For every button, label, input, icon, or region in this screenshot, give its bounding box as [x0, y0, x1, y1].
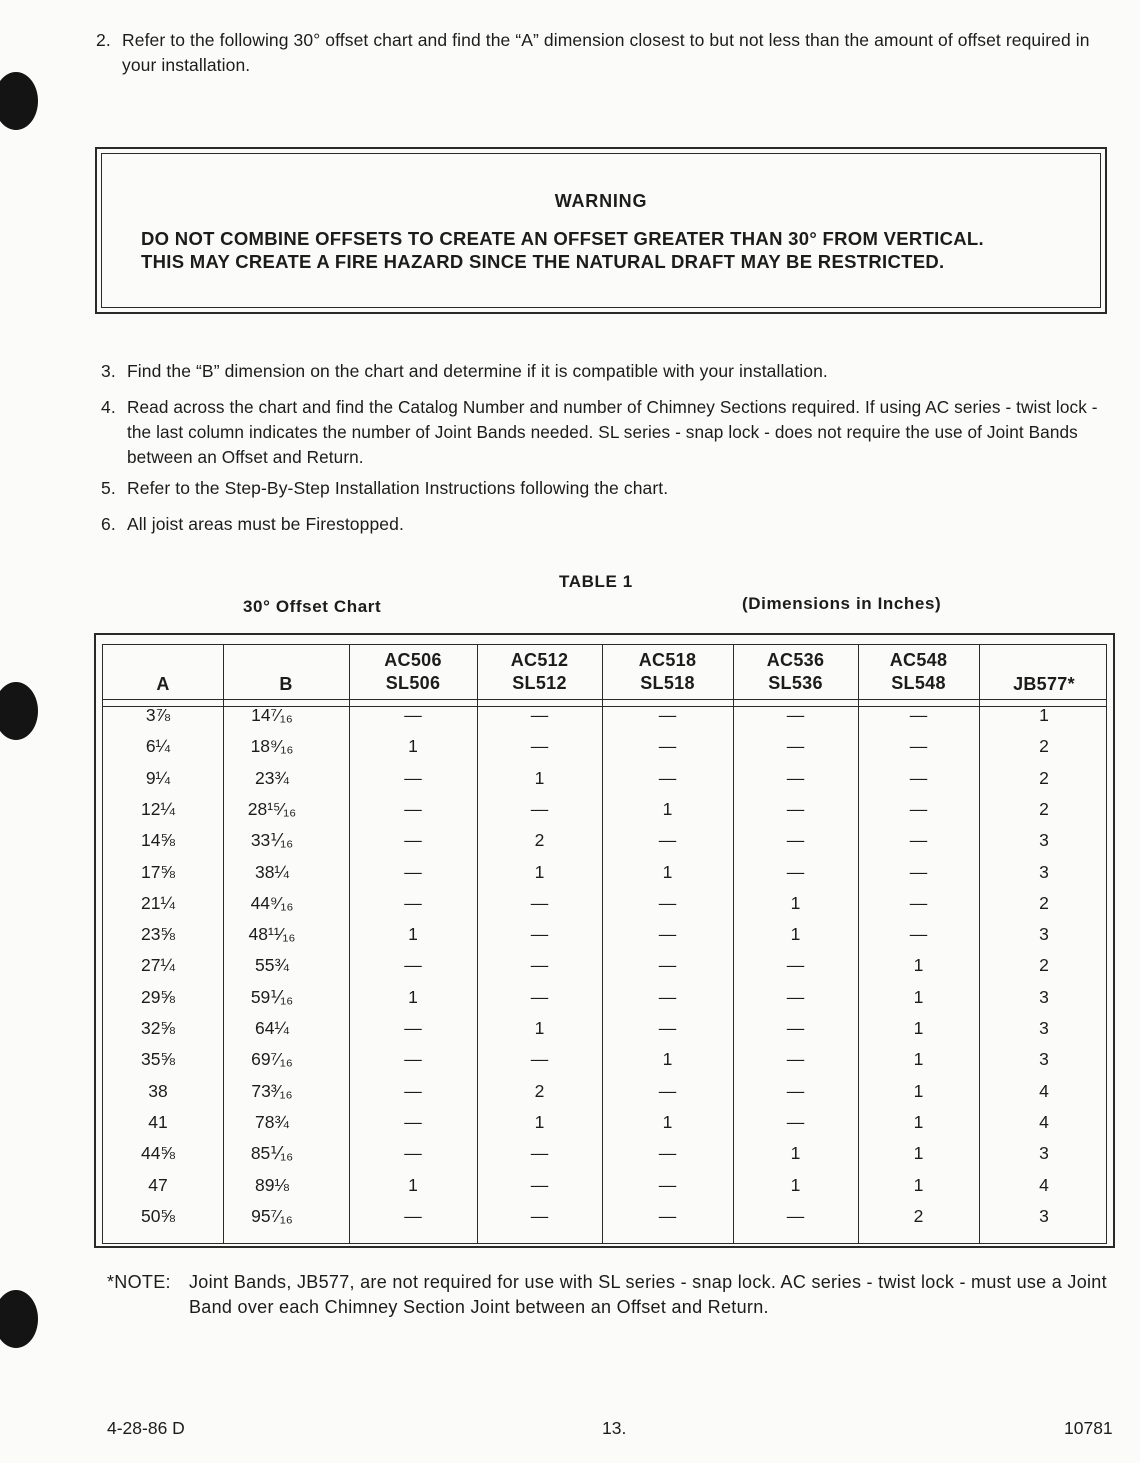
column-header-line: A	[156, 674, 170, 694]
quantity-cell: —	[530, 705, 549, 725]
column-header-line: SL548	[891, 673, 946, 693]
quantity-cell: 3	[1039, 924, 1049, 945]
dimension-b-cell: 33⅟₁₆	[250, 830, 294, 851]
quantity-cell: —	[404, 861, 422, 882]
quantity-cell: —	[404, 892, 422, 913]
quantity-cell: —	[786, 955, 805, 976]
step-text: Refer to the Step-By-Step Installation Instructions following the chart.	[127, 478, 669, 498]
quantity-cell: —	[909, 924, 928, 945]
quantity-cell: —	[658, 1018, 677, 1038]
quantity-cell: —	[786, 1080, 805, 1101]
quantity-cell: —	[530, 986, 549, 1007]
quantity-cell: 3	[1039, 1018, 1049, 1038]
quantity-cell: 3	[1039, 1049, 1049, 1070]
quantity-cell: —	[404, 705, 422, 725]
quantity-cell: —	[786, 736, 805, 757]
dimension-a-cell: 41	[148, 1111, 168, 1132]
quantity-cell: —	[909, 736, 928, 757]
quantity-cell: 2	[1039, 892, 1049, 913]
quantity-cell: —	[658, 1174, 677, 1195]
quantity-cell: —	[530, 736, 549, 757]
quantity-cell: 2	[1039, 798, 1049, 819]
quantity-cell: —	[404, 1049, 422, 1070]
binder-hole	[0, 72, 38, 130]
dimension-b-cell: 95⁷⁄₁₆	[251, 1205, 293, 1226]
column-header	[349, 649, 477, 699]
quantity-cell: 3	[1039, 830, 1049, 851]
quantity-cell: 1	[662, 861, 673, 882]
quantity-cell: —	[786, 798, 805, 819]
quantity-cell: —	[404, 1080, 422, 1101]
column-header-line: AC512	[510, 650, 569, 670]
binder-hole	[0, 682, 38, 740]
dimension-b-cell: 78¾	[254, 1111, 290, 1132]
column-header	[602, 649, 733, 699]
quantity-cell: 1	[534, 1111, 545, 1132]
quantity-cell: —	[786, 830, 805, 851]
step-number: 5.	[101, 478, 116, 498]
step-text: Find the “B” dimension on the chart and determine if it is compatible with your installation.	[127, 361, 828, 381]
quantity-cell: —	[658, 1080, 677, 1101]
step-number: 2.	[96, 30, 111, 50]
quantity-cell: 2	[1039, 736, 1049, 757]
dimension-a-cell: 29⅝	[140, 986, 176, 1007]
column-header-line: AC548	[889, 650, 948, 670]
quantity-cell: 1	[408, 986, 418, 1007]
column-header-line: SL536	[768, 673, 823, 693]
quantity-cell: —	[658, 767, 677, 788]
dimension-b-cell: 55¾	[254, 955, 290, 976]
quantity-cell: —	[909, 830, 928, 851]
dimension-b-cell: 64¼	[254, 1018, 290, 1038]
instruction-step	[101, 359, 1111, 384]
quantity-cell: 4	[1039, 1174, 1049, 1195]
quantity-cell: —	[530, 924, 549, 945]
dimension-b-cell: 85⅟₁₆	[250, 1143, 294, 1164]
instruction-step	[96, 28, 1111, 78]
dimension-a-cell: 38	[148, 1080, 168, 1101]
quantity-cell: 1	[662, 1049, 673, 1070]
quantity-cell: —	[658, 892, 677, 913]
column-header	[858, 649, 979, 699]
quantity-cell: —	[404, 1018, 422, 1038]
dimension-a-cell: 32⅝	[140, 1018, 176, 1038]
dimension-a-cell: 35⅝	[140, 1049, 176, 1070]
quantity-cell: 1	[913, 1049, 924, 1070]
footnote	[107, 1270, 1119, 1320]
table-units-note: (Dimensions in Inches)	[742, 594, 942, 613]
quantity-cell: 1	[408, 736, 418, 757]
quantity-cell: 2	[534, 830, 545, 851]
quantity-cell: —	[530, 892, 549, 913]
dimension-a-cell: 21¼	[140, 892, 176, 913]
quantity-cell: 1	[913, 1143, 924, 1164]
column-header-line: SL506	[385, 673, 441, 693]
column-header-line: SL512	[512, 673, 567, 693]
quantity-cell: —	[909, 798, 928, 819]
table-number: TABLE 1	[559, 572, 633, 591]
dimension-a-cell: 9¼	[145, 767, 171, 788]
quantity-cell: 1	[913, 955, 924, 976]
step-text: All joist areas must be Firestopped.	[127, 514, 404, 534]
quantity-cell: —	[404, 1205, 422, 1226]
quantity-cell: 3	[1039, 1143, 1049, 1164]
warning-title: WARNING	[554, 191, 648, 211]
quantity-cell: 1	[534, 1018, 545, 1038]
quantity-cell: —	[786, 1049, 805, 1070]
table-title: 30° Offset Chart	[243, 597, 382, 616]
quantity-cell: 2	[913, 1205, 924, 1226]
quantity-cell: —	[530, 1143, 549, 1164]
offset-chart-table	[94, 633, 1115, 1248]
dimension-a-cell: 50⅝	[140, 1205, 176, 1226]
quantity-cell: 3	[1039, 1205, 1049, 1226]
quantity-cell: —	[786, 1111, 805, 1132]
quantity-cell: —	[658, 830, 677, 851]
dimension-b-cell: 89⅛	[254, 1174, 290, 1195]
quantity-cell: —	[530, 955, 549, 976]
dimension-b-cell: 44⁹⁄₁₆	[250, 892, 294, 913]
step-number: 3.	[101, 361, 116, 381]
quantity-cell: —	[786, 986, 805, 1007]
quantity-cell: 1	[790, 1174, 801, 1195]
quantity-cell: 1	[1039, 705, 1049, 725]
quantity-cell: —	[658, 986, 677, 1007]
dimension-b-cell: 14⁷⁄₁₆	[251, 705, 293, 725]
quantity-cell: 1	[913, 1080, 924, 1101]
column-header-line: B	[279, 674, 293, 694]
quantity-cell: —	[909, 705, 928, 725]
quantity-cell: —	[530, 1174, 549, 1195]
quantity-cell: —	[404, 1111, 422, 1132]
quantity-cell: 1	[790, 924, 801, 945]
dimension-b-cell: 73³⁄₁₆	[251, 1080, 293, 1101]
quantity-cell: —	[404, 830, 422, 851]
warning-line: THIS MAY CREATE A FIRE HAZARD SINCE THE NATURAL DRAFT MAY BE RESTRICTED.	[141, 251, 945, 272]
dimension-b-cell: 28¹⁵⁄₁₆	[247, 798, 297, 819]
quantity-cell: 1	[913, 1174, 924, 1195]
dimension-a-cell: 47	[148, 1174, 168, 1195]
column-header	[733, 649, 858, 699]
column-header-line: AC518	[638, 650, 697, 670]
quantity-cell: —	[658, 924, 677, 945]
quantity-cell: —	[404, 955, 422, 976]
instruction-step	[101, 512, 1111, 537]
footer-page-number: 13.	[602, 1418, 627, 1438]
quantity-cell: 4	[1039, 1080, 1049, 1101]
step-number: 4.	[101, 397, 116, 417]
dimension-a-cell: 27¼	[140, 955, 176, 976]
step-text: Refer to the following 30° offset chart and find the “A” dimension closest to but not less than the amount of offset required in your installation.	[122, 30, 1090, 75]
quantity-cell: —	[658, 1143, 677, 1164]
warning-line: DO NOT COMBINE OFFSETS TO CREATE AN OFFSET GREATER THAN 30° FROM VERTICAL.	[141, 228, 984, 249]
quantity-cell: 1	[534, 861, 545, 882]
quantity-cell: —	[658, 705, 677, 725]
quantity-cell: 1	[662, 1111, 673, 1132]
quantity-cell: —	[658, 955, 677, 976]
quantity-cell: —	[530, 798, 549, 819]
quantity-cell: 1	[913, 986, 924, 1007]
dimension-a-cell: 44⅝	[140, 1143, 176, 1164]
footer-document-number: 10781	[1064, 1418, 1113, 1438]
dimension-b-cell: 69⁷⁄₁₆	[251, 1049, 293, 1070]
column-header-line: AC536	[766, 650, 825, 670]
quantity-cell: 2	[1039, 767, 1049, 788]
dimension-b-cell: 18⁹⁄₁₆	[250, 736, 294, 757]
quantity-cell: 4	[1039, 1111, 1049, 1132]
dimension-a-cell: 12¼	[140, 798, 176, 819]
quantity-cell: —	[404, 767, 422, 788]
quantity-cell: —	[909, 767, 928, 788]
quantity-cell: —	[909, 892, 928, 913]
dimension-a-cell: 6¼	[145, 736, 171, 757]
dimension-a-cell: 17⅝	[140, 861, 176, 882]
quantity-cell: 1	[534, 767, 545, 788]
quantity-cell: 2	[534, 1080, 545, 1101]
dimension-b-cell: 48¹¹⁄₁₆	[248, 924, 296, 945]
footnote-text: Joint Bands, JB577, are not required for use with SL series - snap lock. AC series - twist lock - must use a Joint Band over each Chimney Section Joint between an Offset and Return.	[189, 1272, 1107, 1317]
quantity-cell: —	[658, 736, 677, 757]
binder-hole	[0, 1290, 38, 1348]
dimension-a-cell: 23⅝	[140, 924, 176, 945]
footer-date-code: 4-28-86 D	[107, 1418, 185, 1438]
dimension-a-cell: 14⅝	[140, 830, 176, 851]
column-header-line: JB577*	[1013, 674, 1075, 694]
quantity-cell: —	[658, 1205, 677, 1226]
footnote-label: *NOTE:	[107, 1272, 171, 1292]
quantity-cell: —	[909, 861, 928, 882]
quantity-cell: —	[530, 1049, 549, 1070]
quantity-cell: 1	[913, 1018, 924, 1038]
step-number: 6.	[101, 514, 116, 534]
column-header-line: AC506	[384, 650, 442, 670]
step-text: Read across the chart and find the Catalog Number and number of Chimney Sections required. If using AC series - twist lock - the last column indicates the number of Joint Bands needed. SL series - snap lock - does not require the use of Joint Bands between an Offset and Return.	[127, 397, 1098, 467]
quantity-cell: 1	[790, 1143, 801, 1164]
quantity-cell: 1	[662, 798, 673, 819]
quantity-cell: 1	[790, 892, 801, 913]
quantity-cell: 1	[408, 1174, 418, 1195]
quantity-cell: —	[786, 767, 805, 788]
instruction-step	[101, 395, 1113, 470]
column-header	[477, 649, 602, 699]
quantity-cell: 3	[1039, 986, 1049, 1007]
dimension-b-cell: 23¾	[254, 767, 290, 788]
quantity-cell: 1	[408, 924, 418, 945]
quantity-cell: —	[786, 1018, 805, 1038]
quantity-cell: —	[530, 1205, 549, 1226]
quantity-cell: —	[404, 1143, 422, 1164]
instruction-step	[101, 476, 1111, 501]
quantity-cell: 2	[1039, 955, 1049, 976]
offset-chart-grid	[102, 644, 1107, 1244]
quantity-cell: 1	[913, 1111, 924, 1132]
column-header-line: SL518	[640, 673, 695, 693]
warning-box	[95, 147, 1107, 314]
quantity-cell: —	[404, 798, 422, 819]
quantity-cell: —	[786, 861, 805, 882]
dimension-b-cell: 38¼	[254, 861, 290, 882]
dimension-a-cell: 3⅞	[145, 705, 171, 725]
dimension-b-cell: 59⅟₁₆	[250, 986, 294, 1007]
quantity-cell: —	[786, 705, 805, 725]
quantity-cell: 3	[1039, 861, 1049, 882]
quantity-cell: —	[786, 1205, 805, 1226]
